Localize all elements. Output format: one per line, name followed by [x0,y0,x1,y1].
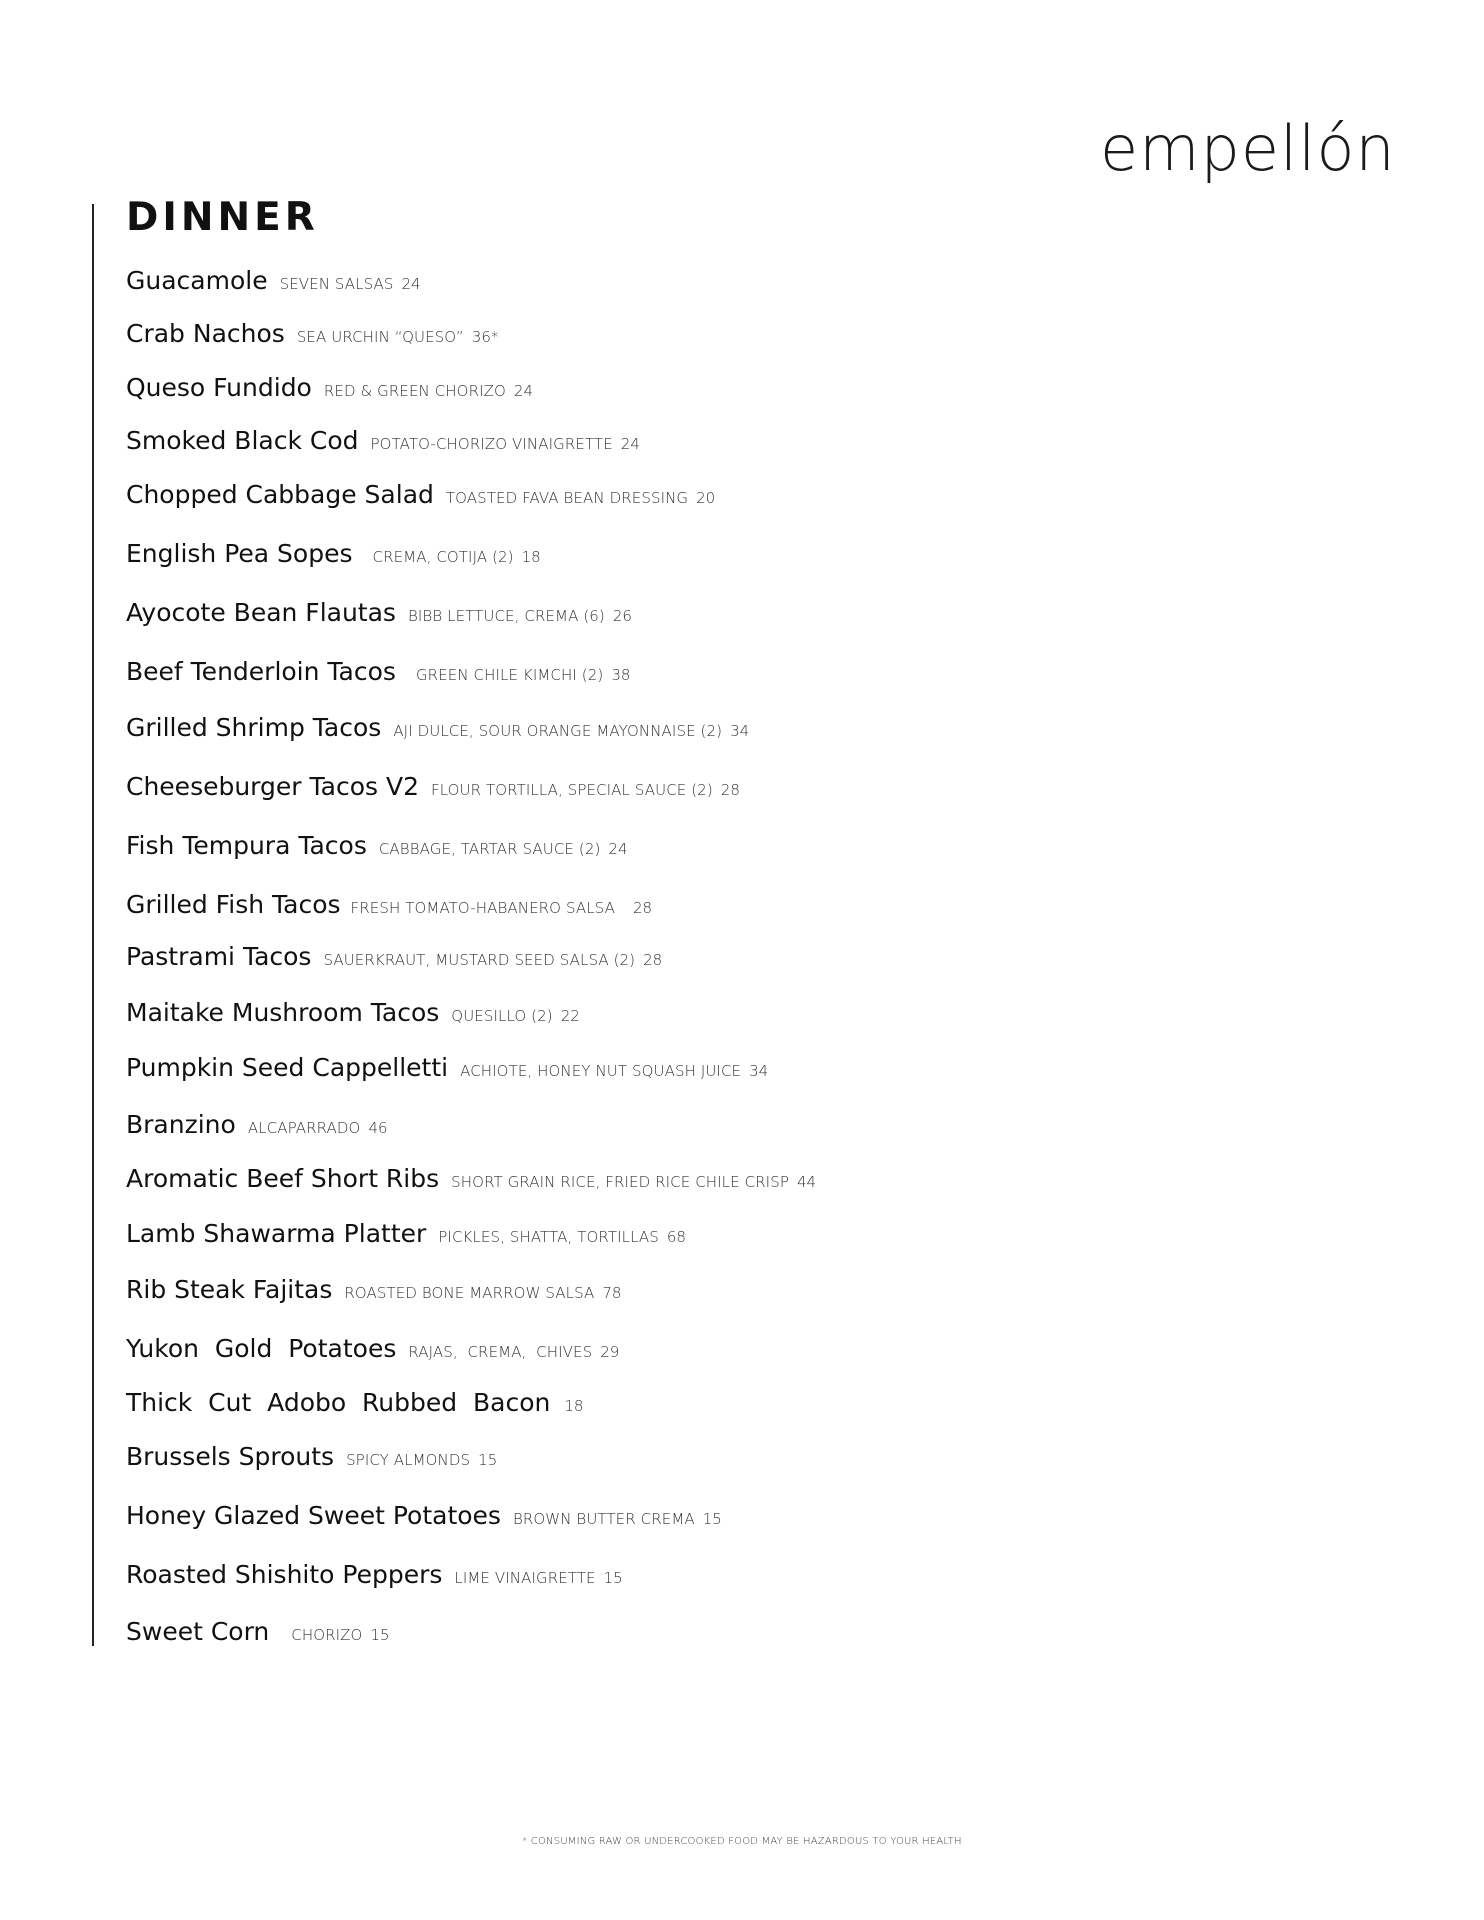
menu-item-name: Smoked Black Cod [126,426,359,455]
menu-item-price: 28 [720,781,740,799]
menu-item-description: BIBB LETTUCE, CREMA (6) [407,607,605,625]
menu-item-description: RED & GREEN CHORIZO [323,382,506,400]
menu-item-name: Beef Tenderloin Tacos [126,657,396,686]
menu-item [126,715,749,740]
menu-item-description: CABBAGE, TARTAR SAUCE (2) [378,840,601,858]
menu-item-price: 24 [513,382,534,400]
menu-item [126,659,630,684]
menu-item-name: Ayocote Bean Flautas [126,598,396,627]
menu-item-description: ALCAPARRADO [247,1119,361,1137]
menu-item-name: Thick Cut Adobo Rubbed Bacon [126,1388,551,1417]
menu-item [126,428,640,453]
menu-item-name: Queso Fundido [126,373,312,402]
menu-item [126,944,662,969]
menu-item-name: Maitake Mushroom Tacos [126,998,440,1027]
menu-item-description: BROWN BUTTER CREMA [512,1510,695,1528]
menu-item-price: 15 [370,1626,390,1644]
menu-item-name: Aromatic Beef Short Ribs [126,1164,440,1193]
menu-item [126,1562,623,1587]
menu-item-description: ACHIOTE, HONEY NUT SQUASH JUICE [460,1062,742,1080]
menu-item-name: Rib Steak Fajitas [126,1275,333,1304]
menu-item [126,1055,768,1080]
menu-item-name: Lamb Shawarma Platter [126,1219,427,1248]
menu-item-name: Brussels Sprouts [126,1442,335,1471]
menu-item-price: 15 [478,1451,498,1469]
menu-list [126,0,1326,1700]
menu-item-price: 28 [632,899,653,917]
menu-item-description: SAUERKRAUT, MUSTARD SEED SALSA (2) [323,951,636,969]
menu-item-price: 18 [564,1397,584,1415]
menu-item-price: 24 [401,275,421,293]
menu-item [126,1503,722,1528]
menu-item-description: QUESILLO (2) [451,1007,553,1025]
menu-item [126,833,628,858]
menu-item-name: Roasted Shishito Peppers [126,1560,443,1589]
menu-item-description: LIME VINAIGRETTE [454,1569,596,1587]
menu-item-description: FLOUR TORTILLA, SPECIAL SAUCE (2) [430,781,713,799]
menu-item-price: 78 [602,1284,622,1302]
menu-item [126,1336,619,1361]
menu-item-price: 24 [608,840,628,858]
menu-item [126,774,740,799]
menu-item-price: 24 [620,435,640,453]
menu-item [126,321,498,346]
menu-item [126,1390,583,1415]
health-disclaimer: * CONSUMING RAW OR UNDERCOOKED FOOD MAY BE HAZARDOUS TO YOUR HEALTH [522,1836,962,1847]
menu-item-name: Honey Glazed Sweet Potatoes [126,1501,501,1530]
menu-item-description: CHORIZO [291,1626,363,1644]
menu-item-description: RAJAS, CREMA, CHIVES [408,1343,593,1361]
menu-item-name: English Pea Sopes [126,539,353,568]
menu-item [126,1619,390,1644]
menu-item-name: Sweet Corn [126,1617,270,1646]
menu-item-description: AJI DULCE, SOUR ORANGE MAYONNAISE (2) [393,722,723,740]
menu-item-price: 26 [612,607,632,625]
menu-item-price: 44 [796,1173,817,1191]
menu-item-description: GREEN CHILE KIMCHI (2) [415,666,604,684]
vertical-divider [92,204,94,1646]
menu-item [126,1221,686,1246]
menu-item-name: Chopped Cabbage Salad [126,480,434,509]
menu-item-description: TOASTED FAVA BEAN DRESSING [445,489,689,507]
menu-item-price: 28 [643,951,663,969]
menu-item-name: Pastrami Tacos [126,942,312,971]
menu-item [126,1112,388,1137]
menu-item-description: FRESH TOMATO-HABANERO SALSA [350,899,615,917]
menu-item [126,482,715,507]
menu-item [126,600,632,625]
menu-item-description: SEA URCHIN “QUESO” [296,328,464,346]
menu-item-name: Cheeseburger Tacos V2 [126,772,419,801]
menu-item-name: Fish Tempura Tacos [126,831,367,860]
menu-item-price: 34 [730,722,750,740]
menu-item [126,1166,816,1191]
section-title: DINNER [126,195,319,240]
menu-item-price: 38 [611,666,631,684]
menu-item-price: 34 [749,1062,769,1080]
menu-item-name: Guacamole [126,266,268,295]
menu-item [126,375,533,400]
menu-item-price: 36* [471,328,499,346]
menu-item-name: Crab Nachos [126,319,285,348]
menu-item-price: 15 [603,1569,623,1587]
menu-item-description: PICKLES, SHATTA, TORTILLAS [438,1228,659,1246]
menu-item [126,1277,621,1302]
menu-item-description: CREMA, COTIJA (2) [372,548,514,566]
menu-item-description: SEVEN SALSAS [279,275,394,293]
menu-item-name: Yukon Gold Potatoes [126,1334,397,1363]
menu-item-name: Branzino [126,1110,236,1139]
menu-item-price: 20 [696,489,716,507]
menu-item-price: 15 [702,1510,722,1528]
menu-item-name: Grilled Fish Tacos [126,890,341,919]
menu-item-description: SPICY ALMONDS [346,1451,471,1469]
menu-item-price: 18 [521,548,541,566]
menu-item [126,541,541,566]
menu-item [126,268,421,293]
menu-item-price: 29 [600,1343,620,1361]
menu-item [126,1000,580,1025]
menu-item-description: ROASTED BONE MARROW SALSA [344,1284,595,1302]
menu-item-price: 46 [368,1119,388,1137]
menu-item [126,1444,497,1469]
menu-item-description: POTATO-CHORIZO VINAIGRETTE [370,435,613,453]
menu-item [126,892,652,917]
menu-item-name: Pumpkin Seed Cappelletti [126,1053,449,1082]
menu-item-description: SHORT GRAIN RICE, FRIED RICE CHILE CRISP [451,1173,789,1191]
menu-item-name: Grilled Shrimp Tacos [126,713,382,742]
menu-item-price: 22 [560,1007,580,1025]
menu-item-price: 68 [666,1228,686,1246]
brand-logo: empellón [1100,112,1396,185]
